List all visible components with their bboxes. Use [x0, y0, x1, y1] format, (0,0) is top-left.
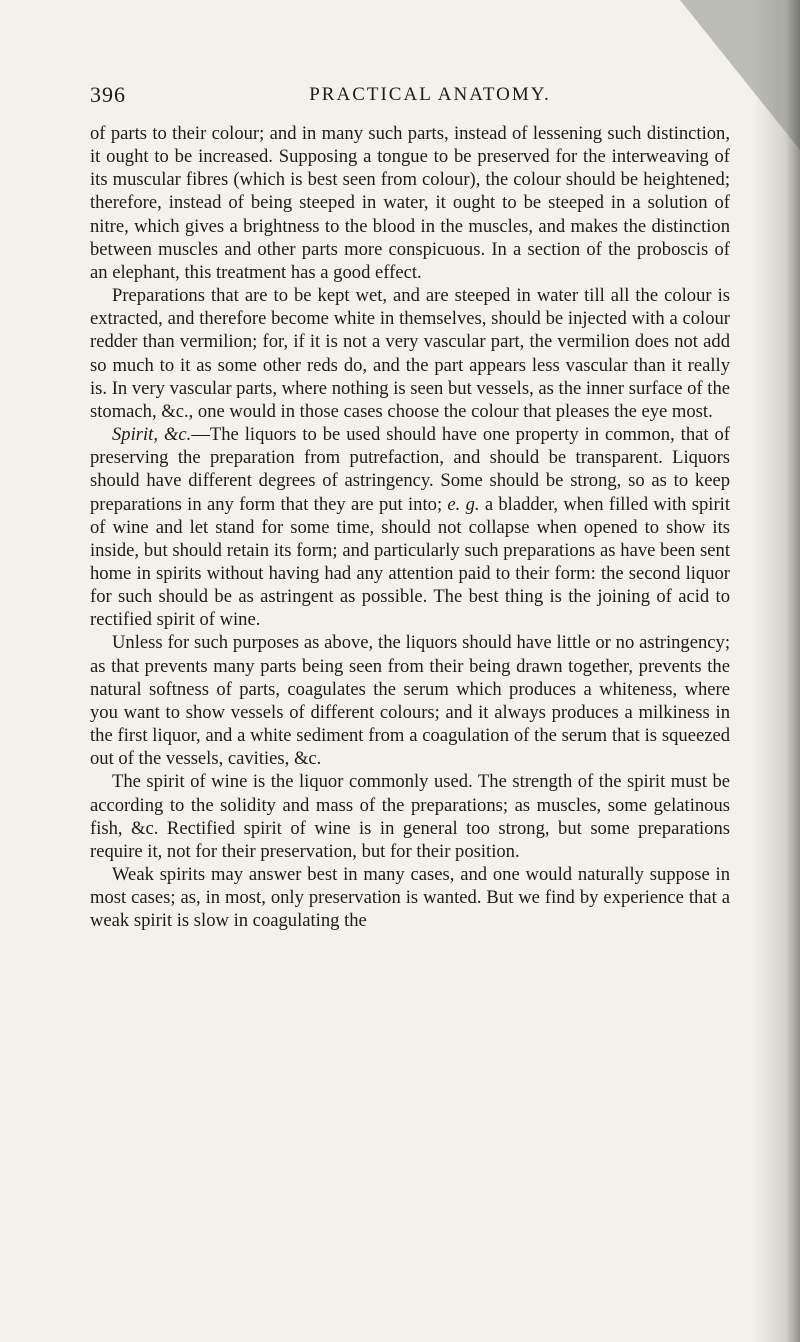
paragraph-2: Preparations that are to be kept wet, and are steeped in water till all the colour is extracted, and therefore become white in themselves, should be injected with a colour redder than vermilion; for, if it is not a very vascular part, the vermilion does not add so much to it as some other reds do, and the part appears less vascular than it really is. In very vascular parts, where nothing is seen but vessels, as the inner surface of the stomach, &c., one would in those cases choose the colour that pleases the eye most. [90, 285, 730, 422]
paragraph-6: Weak spirits may answer best in many cases, and one would naturally suppose in most cases; as, in most, only preservation is wanted. But we find by experience that a weak spirit is slow in coagulating the [90, 864, 730, 932]
abbreviation-eg: e. g. [447, 493, 480, 515]
paragraph-3 [90, 423, 730, 631]
body-text [90, 122, 730, 932]
running-head: PRACTICAL ANATOMY. [309, 84, 551, 105]
page-number: 396 [90, 82, 126, 107]
section-heading-spirit: Spirit, &c. [112, 424, 192, 446]
paragraph-4: Unless for such purposes as above, the liquors should have little or no astringency; as that prevents many parts being seen from their being drawn together, prevents the natural softness of parts, coagulates the serum which produces a whiteness, where you want to show vessels of different colours; and it always produces a milkiness in the first liquor, and a white sediment from a coagulation of the serum that is squeezed out of the vessels, cavities, &c. [90, 632, 730, 770]
page-header [90, 82, 730, 112]
paragraph-5: The spirit of wine is the liquor commonly used. The strength of the spirit must be according to the solidity and mass of the preparations; as muscles, some gelatinous fish, &c. Rectified spirit of wine is in general too strong, but some preparations require it, not for their preservation, but for their position. [90, 771, 730, 862]
paragraph-3-text: —The liquors to be used should have one property in common, that of preserving the preparation from putrefaction, and should be transparent. Liquors should have different degrees of astringency. Some should be strong, so as to keep preparations in any form that they are put into; [90, 424, 730, 515]
paragraph-1: of parts to their colour; and in many such parts, instead of lessening such distinction, it ought to be increased. Supposing a tongue to be preserved for the interweaving of its muscular fibres (which is best seen from colour), the colour should be heightened; therefore, instead of being steeped in water, it ought to be steeped in a solution of nitre, which gives a brightness to the blood in the muscles, and makes the distinction between muscles and other parts more conspicuous. In a section of the proboscis of an elephant, this treatment has a good effect. [90, 123, 730, 283]
paragraph-3-end: a bladder, when filled with spirit of wine and let stand for some time, should not collapse when opened to show its inside, but should retain its form; and particularly such preparations as have been sent home in spirits without having had any attention paid to their form: the second liquor for such should be as astringent as possible. The best thing is the joining of acid to rectified spirit of wine. [90, 493, 730, 631]
page-edge-shadow [752, 0, 800, 1342]
